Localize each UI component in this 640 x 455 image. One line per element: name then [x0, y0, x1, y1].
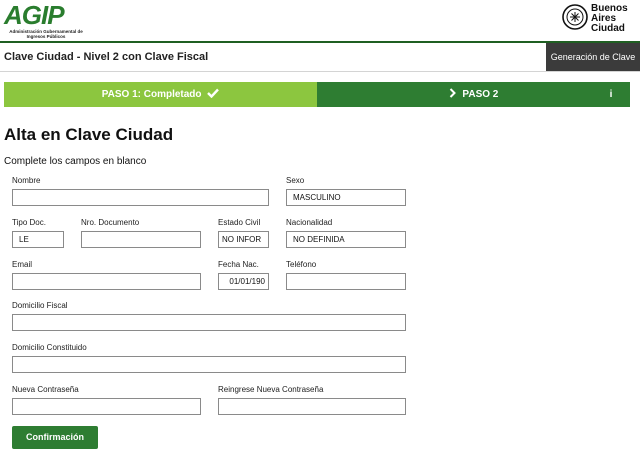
telefono-input[interactable]: [286, 273, 406, 290]
chevron-right-icon: [449, 88, 456, 98]
sexo-select[interactable]: MASCULINO: [286, 189, 406, 206]
tipo-doc-label: Tipo Doc.: [12, 218, 46, 227]
form-subheading: Complete los campos en blanco: [4, 156, 147, 167]
ba-logo-line: Aires: [591, 13, 617, 24]
email-label: Email: [12, 260, 33, 269]
agip-logo[interactable]: [4, 2, 84, 40]
step-2-label: PASO 2: [462, 89, 499, 100]
tipo-doc-select[interactable]: LE: [12, 231, 64, 248]
nacionalidad-select[interactable]: NO DEFINIDA: [286, 231, 406, 248]
step-1-label: PASO 1: Completado: [101, 89, 202, 100]
nueva-contrasena-input[interactable]: [12, 398, 201, 415]
wizard-steps: [4, 82, 630, 107]
domicilio-fiscal-label: Domicilio Fiscal: [12, 301, 68, 310]
reingrese-contrasena-label: Reingrese Nueva Contraseña: [218, 385, 324, 394]
telefono-label: Teléfono: [286, 260, 317, 269]
fecha-nac-input[interactable]: 01/01/190: [218, 273, 269, 290]
subheader-bar: [0, 43, 640, 72]
domicilio-fiscal-input[interactable]: [12, 314, 406, 331]
buenos-aires-logo[interactable]: [562, 4, 632, 38]
step-2-current: [317, 82, 630, 107]
checkmark-icon: [207, 88, 219, 98]
nombre-input[interactable]: [12, 189, 269, 206]
sexo-label: Sexo: [286, 176, 305, 185]
nacionalidad-label: Nacionalidad: [286, 218, 333, 227]
form-heading: Alta en Clave Ciudad: [4, 125, 174, 144]
ba-seal-icon: [562, 4, 588, 30]
info-icon[interactable]: i: [609, 89, 613, 100]
ba-logo-text: [591, 4, 628, 34]
nueva-contrasena-label: Nueva Contraseña: [12, 385, 79, 394]
email-field[interactable]: [12, 273, 201, 290]
step-1-completed: [4, 82, 317, 107]
domicilio-constituido-input[interactable]: [12, 356, 406, 373]
confirmacion-button[interactable]: Confirmación: [12, 426, 98, 449]
page-title: Clave Ciudad - Nivel 2 con Clave Fiscal: [4, 51, 209, 63]
estado-civil-label: Estado Civil: [218, 218, 261, 227]
ba-logo-line: Buenos: [591, 3, 628, 14]
nro-documento-input[interactable]: [81, 231, 201, 248]
estado-civil-select[interactable]: NO INFOR: [218, 231, 269, 248]
tab-generacion-de-clave[interactable]: Generación de Clave: [546, 43, 640, 71]
fecha-nac-label: Fecha Nac.: [218, 260, 259, 269]
agip-logo-text: AGIP: [4, 0, 64, 30]
agip-logo-subtitle: Administración Gubernamental de Ingresos Públicos: [9, 29, 83, 39]
reingrese-contrasena-input[interactable]: [218, 398, 406, 415]
domicilio-constituido-label: Domicilio Constituido: [12, 343, 87, 352]
top-header: [0, 0, 640, 42]
nro-documento-label: Nro. Documento: [81, 218, 140, 227]
nombre-label: Nombre: [12, 176, 41, 185]
ba-logo-line: Ciudad: [591, 23, 625, 34]
